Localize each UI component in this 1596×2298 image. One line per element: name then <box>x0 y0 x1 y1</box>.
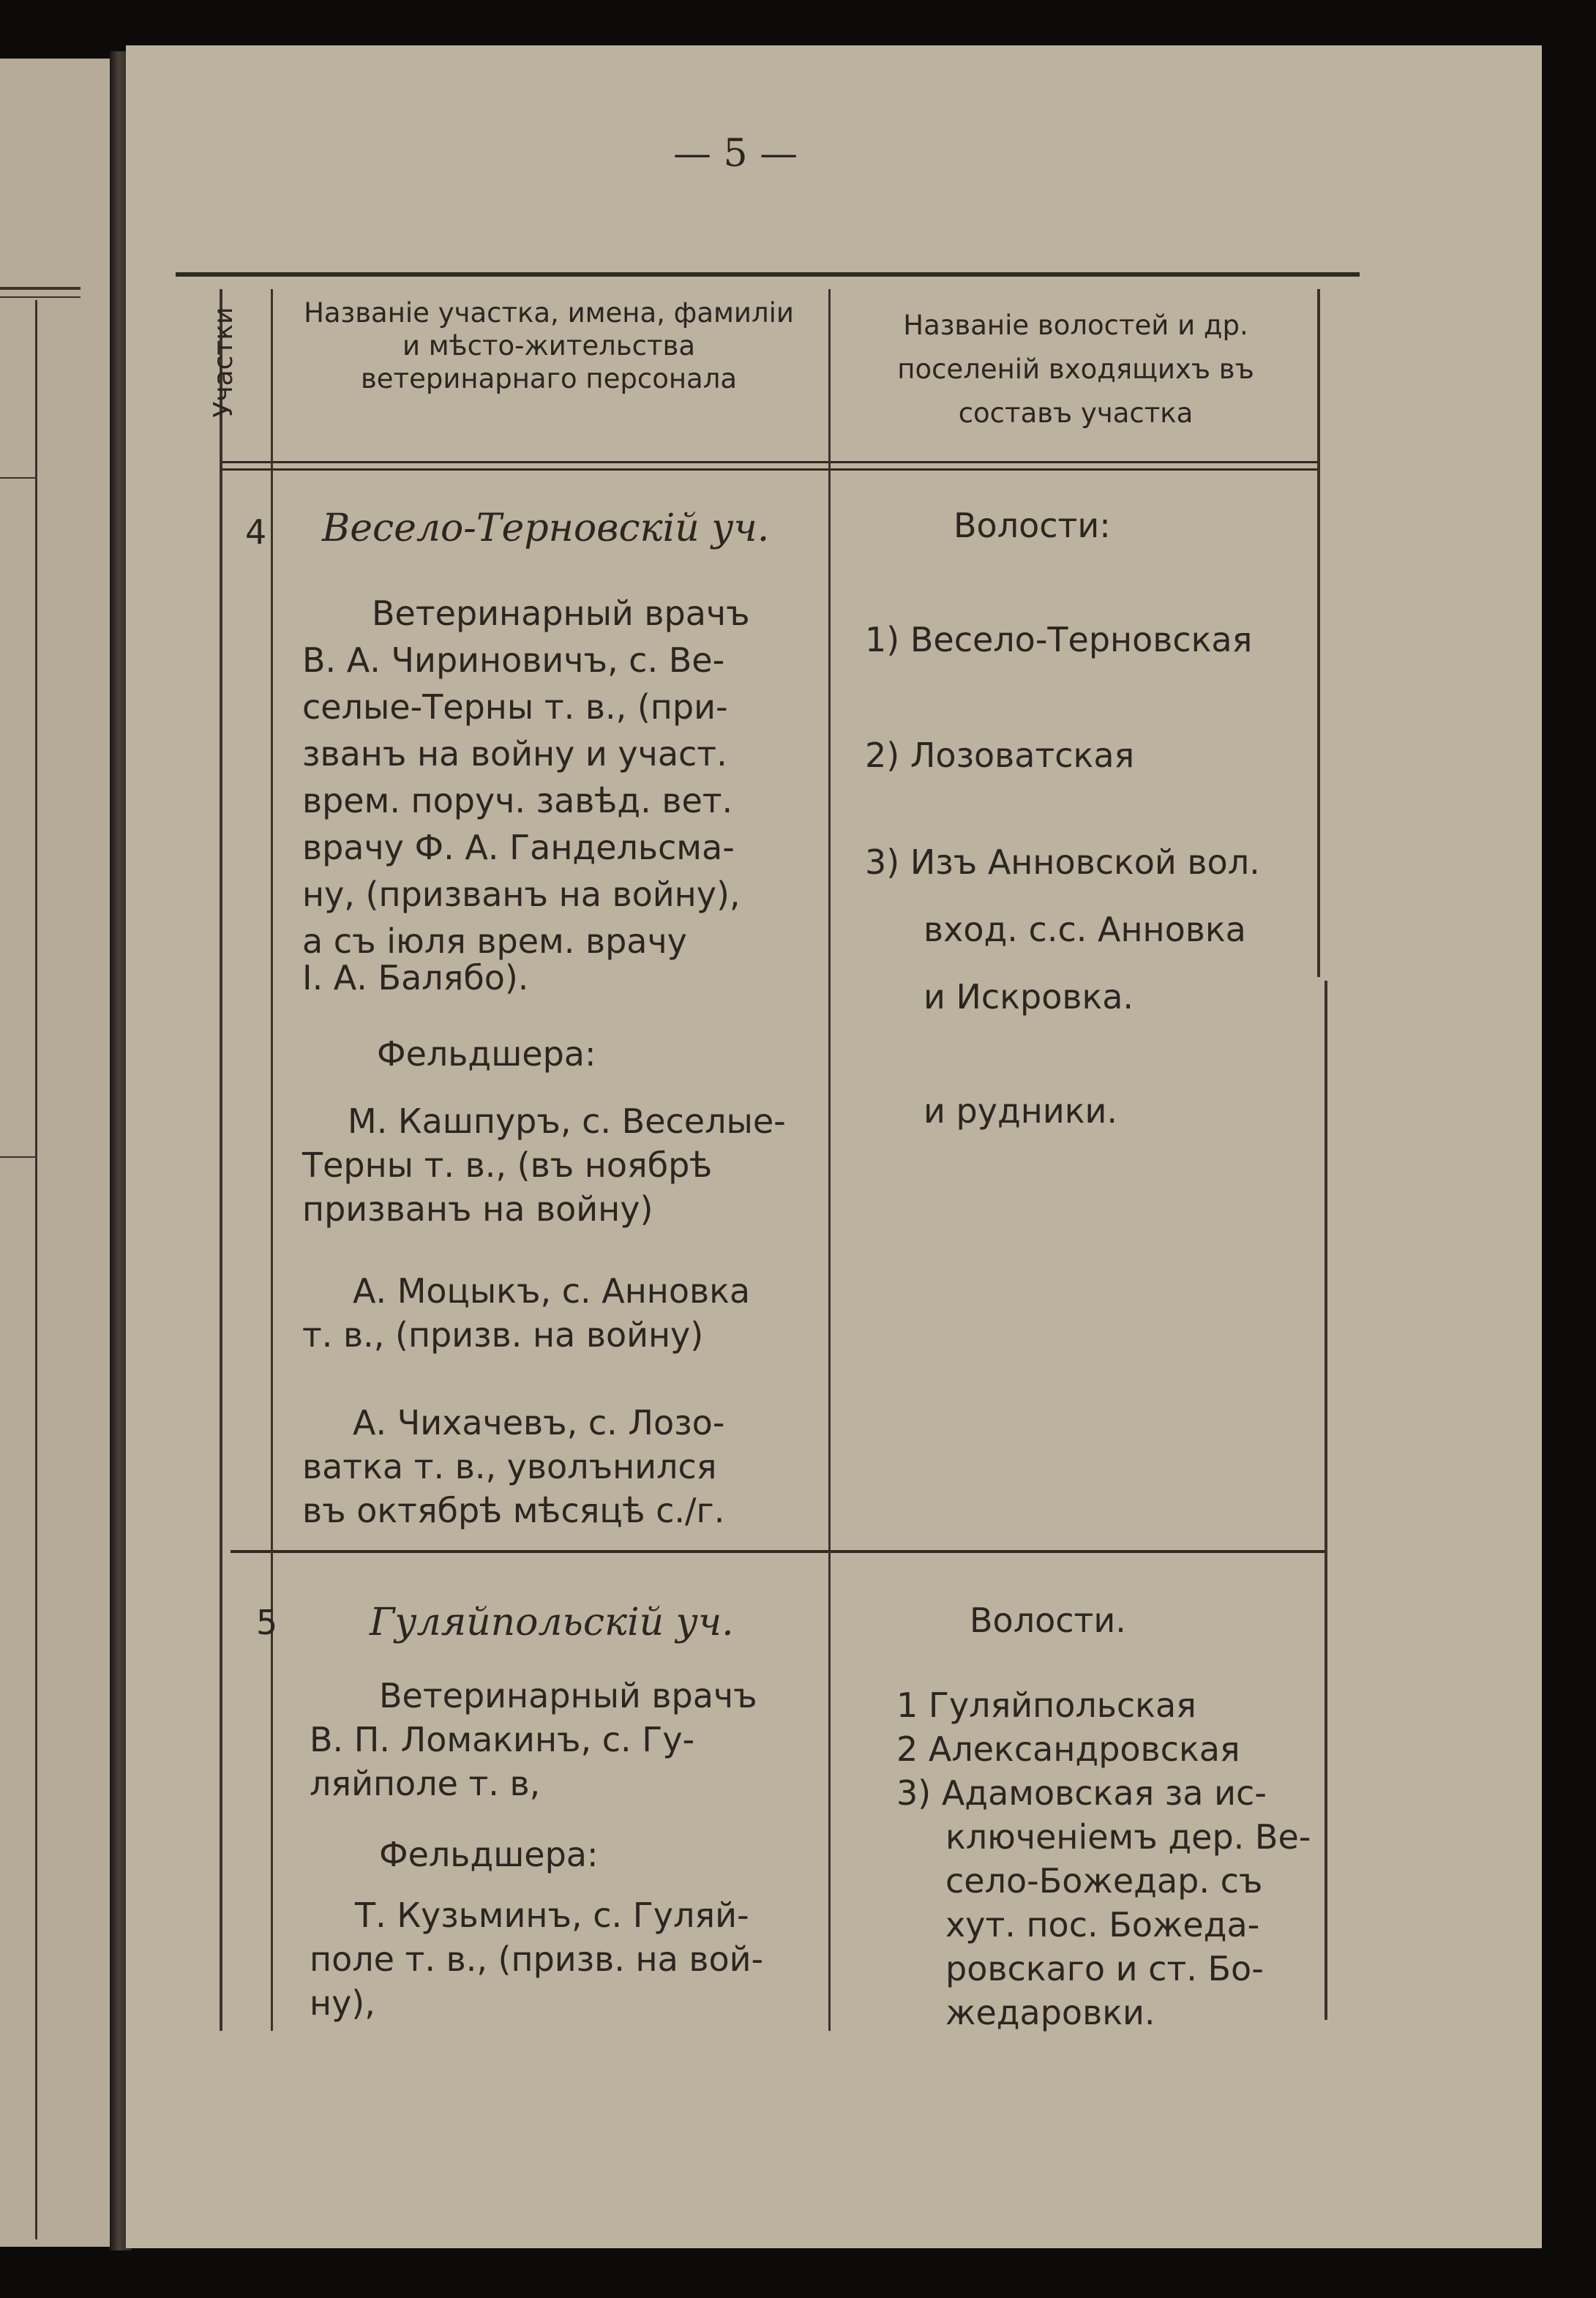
volost-item: и рудники. <box>923 1091 1118 1131</box>
section-5-number: 5 <box>256 1603 278 1642</box>
text-line: врачу Ф. А. Гандельсма- <box>302 828 735 867</box>
page-number: — 5 — <box>673 132 798 176</box>
header-col-volosti: Названіе волостей и др. поселеній входящихъ въ составъ участка <box>897 310 1254 429</box>
text-line: т. в., (призв. на войну) <box>302 1315 704 1355</box>
section-4-number: 4 <box>245 512 267 552</box>
volost-item: 1) Весело-Терновская <box>865 620 1253 659</box>
left-page-fragment <box>0 59 121 2247</box>
text-line: В. П. Ломакинъ, с. Гу- <box>310 1720 695 1759</box>
header-col-uchastki: Участки <box>209 307 239 418</box>
volost-item: ровскаго и ст. Бо- <box>945 1949 1264 1988</box>
text-line: I. А. Балябо). <box>302 958 529 998</box>
text-line: врем. поруч. завѣд. вет. <box>302 781 733 820</box>
text-line: призванъ на войну) <box>302 1189 653 1229</box>
text-line: А. Моцыкъ, с. Анновка <box>353 1271 751 1311</box>
text-line: Ветеринарный врачъ <box>372 594 750 633</box>
text-line: селые-Терны т. в., (при- <box>302 687 728 727</box>
text-line: Т. Кузьминъ, с. Гуляй- <box>355 1895 749 1935</box>
volosti-label: Волости. <box>970 1601 1126 1640</box>
col-left-border <box>220 289 222 2031</box>
volosti-label: Волости: <box>954 506 1111 545</box>
header-rule <box>220 461 1317 463</box>
text-line: А. Чихачевъ, с. Лозо- <box>353 1403 725 1442</box>
volost-item: ключеніемъ дер. Ве- <box>945 1817 1311 1857</box>
text-line: М. Кашпуръ, с. Веселые- <box>348 1101 786 1141</box>
col-right-border-lower <box>1325 981 1327 2020</box>
text-line: ну, (призванъ на войну), <box>302 875 741 914</box>
section-4-title: Весело-Терновскій уч. <box>322 506 770 550</box>
text-line: ну), <box>310 1983 375 2023</box>
text-line: В. А. Чириновичъ, с. Ве- <box>302 640 725 680</box>
section-4-feldsher-label: Фельдшера: <box>377 1034 596 1074</box>
text-line: ватка т. в., уволънился <box>302 1447 717 1486</box>
volost-item: и Искровка. <box>923 977 1134 1017</box>
volost-item: село-Божедар. съ <box>945 1861 1263 1901</box>
col-right-border <box>1317 289 1320 977</box>
text-line: въ октябрѣ мѣсяцѣ с./г. <box>302 1491 725 1530</box>
volost-item: 2) Лозоватская <box>865 736 1135 775</box>
volost-item: 3) Адамовская за ис- <box>896 1773 1267 1813</box>
text-line: Ветеринарный врачъ <box>379 1676 757 1715</box>
text-line: званъ на войну и участ. <box>302 734 727 774</box>
col2-border <box>828 289 831 2031</box>
volost-item: вход. с.с. Анновка <box>923 910 1246 949</box>
section-divider <box>231 1550 1325 1553</box>
col1-border <box>271 289 273 2031</box>
volost-item: 3) Изъ Анновской вол. <box>865 842 1260 882</box>
text-line: а съ іюля врем. врачу <box>302 921 687 961</box>
volost-item: хут. пос. Божеда- <box>945 1905 1260 1945</box>
text-line: поле т. в., (призв. на вой- <box>310 1939 764 1979</box>
section-5-feldsher-label: Фельдшера: <box>379 1835 599 1874</box>
header-rule-double <box>220 468 1317 471</box>
volost-item: жедаровки. <box>945 1993 1155 2032</box>
table-top-rule <box>176 272 1360 277</box>
volost-item: 2 Александровская <box>896 1729 1240 1769</box>
text-line: ляйполе т. в, <box>310 1764 541 1803</box>
section-5-title: Гуляйпольскій уч. <box>370 1601 734 1644</box>
volost-item: 1 Гуляйпольская <box>896 1685 1196 1725</box>
header-col-name: Названіе участка, имена, фамиліи и мѣсто-жительства ветеринарнаго персонала <box>304 297 794 394</box>
text-line: Терны т. в., (въ ноябрѣ <box>302 1145 713 1185</box>
